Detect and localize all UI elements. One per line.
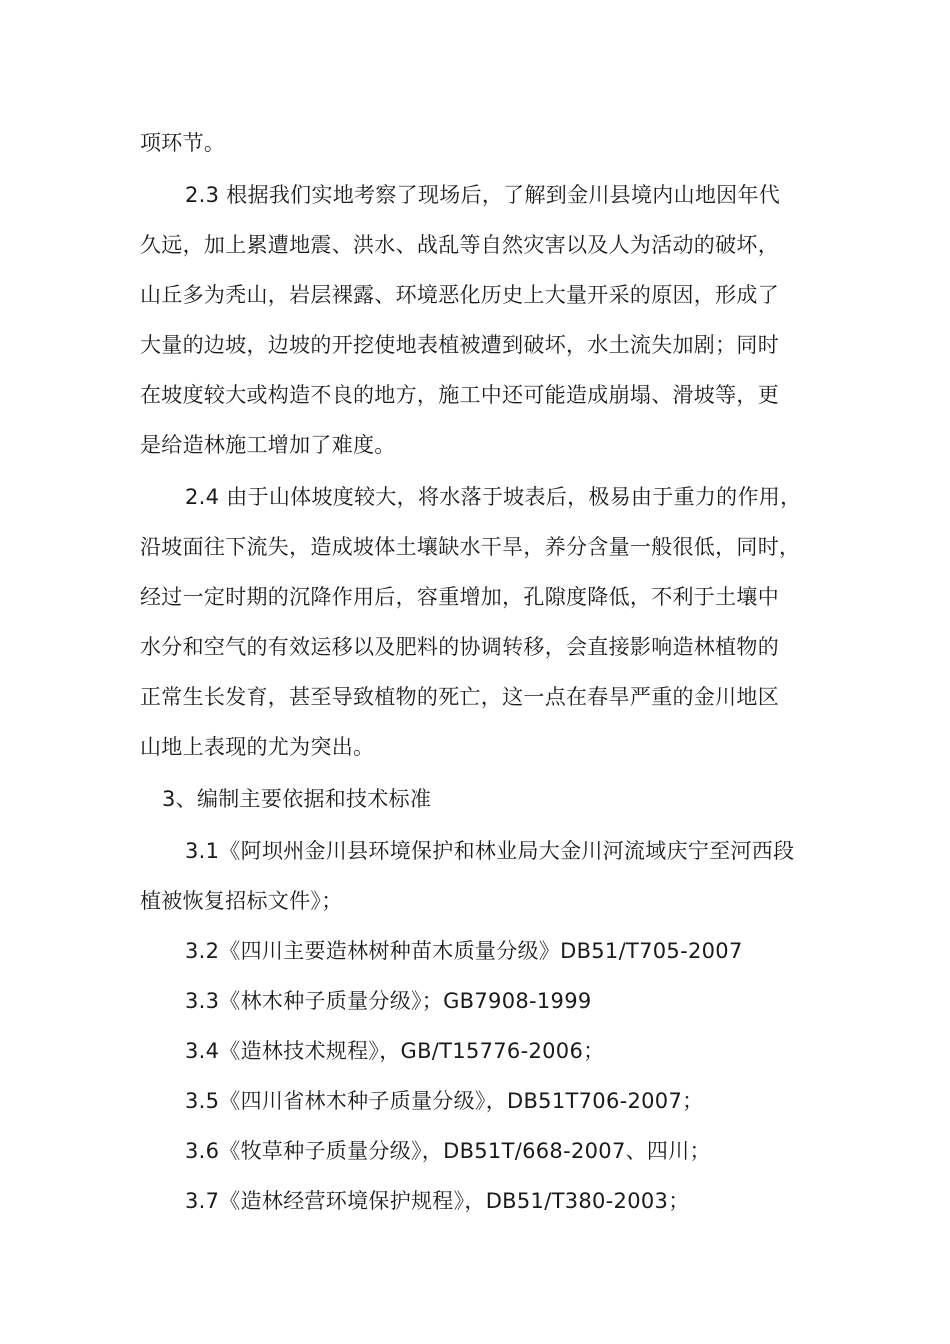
reference-3-2: 3.2《四川主要造林树种苗木质量分级》DB51/T705-2007 — [185, 939, 743, 963]
paragraph-line: 久远，加上累遭地震、洪水、战乱等自然灾害以及人为活动的破坏， — [140, 233, 779, 257]
paragraph-line: 正常生长发育，甚至导致植物的死亡，这一点在春旱严重的金川地区 — [140, 685, 779, 709]
reference-3-7: 3.7《造林经营环境保护规程》，DB51/T380-2003； — [185, 1189, 690, 1213]
paragraph-line: 山丘多为秃山，岩层裸露、环境恶化历史上大量开采的原因，形成了 — [140, 283, 779, 307]
section-3-heading: 3、编制主要依据和技术标准 — [162, 787, 432, 811]
section-2-3-first-line: 2.3 根据我们实地考察了现场后，了解到金川县境内山地因年代 — [185, 183, 781, 207]
paragraph-line: 沿坡面往下流失，造成坡体土壤缺水干旱，养分含量一般很低，同时， — [140, 535, 801, 559]
reference-3-6: 3.6《牧草种子质量分级》，DB51T/668-2007、四川； — [185, 1139, 711, 1163]
paragraph-line: 经过一定时期的沉降作用后，容重增加，孔隙度降低，不利于土壤中 — [140, 585, 779, 609]
reference-3-3: 3.3《林木种子质量分级》；GB7908-1999 — [185, 989, 592, 1013]
reference-3-4: 3.4《造林技术规程》，GB/T15776-2006； — [185, 1039, 605, 1063]
paragraph-line: 水分和空气的有效运移以及肥料的协调转移，会直接影响造林植物的 — [140, 635, 779, 659]
reference-3-5: 3.5《四川省林木种子质量分级》，DB51T706-2007； — [185, 1089, 704, 1113]
section-2-4-first-line: 2.4 由于山体坡度较大，将水落于坡表后，极易由于重力的作用， — [185, 485, 802, 509]
paragraph-line: 大量的边坡，边坡的开挖使地表植被遭到破坏，水土流失加剧；同时 — [140, 333, 779, 357]
paragraph-line: 山地上表现的尤为突出。 — [140, 735, 375, 759]
paragraph-line: 在坡度较大或构造不良的地方，施工中还可能造成崩塌、滑坡等，更 — [140, 383, 779, 407]
paragraph-line: 植被恢复招标文件》； — [140, 889, 343, 913]
reference-3-1: 3.1《阿坝州金川县环境保护和林业局大金川河流域庆宁至河西段 — [185, 839, 795, 863]
paragraph-line: 项环节。 — [140, 131, 226, 155]
paragraph-line: 是给造林施工增加了难度。 — [140, 433, 396, 457]
